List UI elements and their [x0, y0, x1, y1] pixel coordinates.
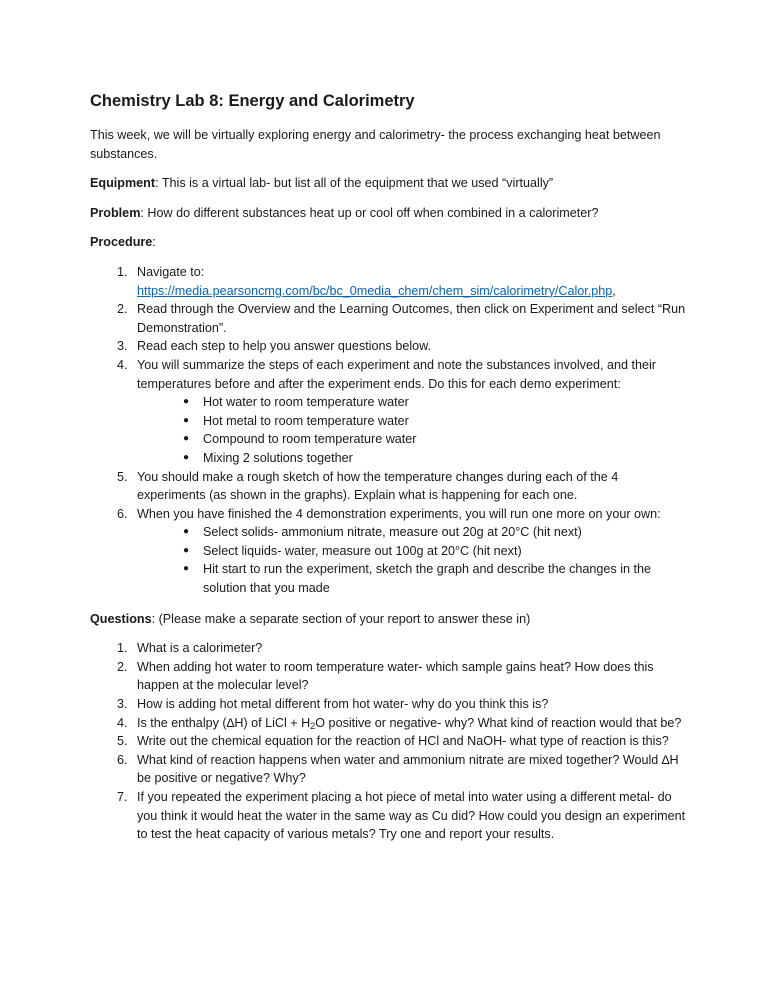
step-number: 6. [117, 506, 128, 521]
step-number: 4. [117, 357, 128, 372]
bullet-item: ● Mixing 2 solutions together [90, 449, 690, 468]
bullet-item: ● Hit start to run the experiment, sketch the graph and describe the changes in the solution that you made [183, 562, 652, 596]
step-text: Read through the Overview and the Learning Outcomes, then click on Experiment and select “Run Demonstration”. [137, 302, 686, 335]
step-text: Read each step to help you answer questions below. [137, 339, 432, 354]
intro-paragraph: This week, we will be virtually exploring energy and calorimetry- the process exchanging heat between substances. [90, 128, 661, 161]
step-text: Navigate to: [137, 264, 205, 279]
bullet-icon: ● [183, 433, 190, 445]
procedure-heading [90, 233, 690, 252]
question-5 [90, 732, 690, 751]
procedure-step-1 [90, 263, 690, 300]
procedure-step-5 [90, 468, 690, 505]
document-page [90, 90, 690, 844]
procedure-step-4 [90, 356, 690, 393]
questions-label: Questions [90, 611, 152, 626]
question-text-post: O positive or negative- why? What kind of reaction would that be? [315, 715, 682, 730]
problem-text: : How do different substances heat up or cool off when combined in a calorimeter? [140, 205, 599, 220]
equipment-text: : This is a virtual lab- but list all of the equipment that we used “virtually” [155, 176, 554, 191]
procedure-steps [90, 263, 690, 598]
question-2 [90, 658, 690, 695]
bullet-icon: ● [183, 563, 190, 575]
bullet-icon: ● [183, 451, 190, 463]
question-text: When adding hot water to room temperature water- which sample gains heat? How does this happen at the molecular level? [137, 659, 654, 693]
question-number: 6. [117, 752, 128, 767]
step-number: 3. [117, 339, 128, 354]
question-number: 4. [117, 715, 128, 730]
link-trailing-comma: , [612, 283, 616, 298]
bullet-item: ● Select liquids- water, measure out 100g at 20°C (hit next) [90, 542, 690, 561]
question-4 [90, 714, 690, 733]
step-number: 5. [117, 469, 128, 484]
procedure-step-3 [90, 337, 690, 356]
bullet-icon: ● [183, 544, 190, 556]
question-text: What kind of reaction happens when water and ammonium nitrate are mixed together? Would ∆H be positive or negative? Why? [137, 752, 679, 786]
question-3 [90, 695, 690, 714]
question-number: 1. [117, 641, 128, 656]
simulation-link[interactable]: https://media.pearsoncmg.com/bc/bc_0media_chem/chem_sim/calorimetry/Calor.php [137, 283, 613, 298]
equipment-label: Equipment [90, 176, 156, 191]
subscript: 2 [310, 720, 316, 731]
bullet-item: ● Compound to room temperature water [90, 430, 690, 449]
problem-label: Problem [90, 205, 141, 220]
step-text: You should make a rough sketch of how the temperature changes during each of the 4 experiments (as shown in the graphs). Explain what is happening for each one. [137, 469, 619, 503]
step-text: When you have finished the 4 demonstration experiments, you will run one more on your own: [137, 506, 661, 521]
procedure-step-2 [90, 300, 690, 337]
step-number: 1. [117, 264, 128, 279]
questions-list [90, 639, 690, 844]
question-1 [90, 639, 690, 658]
bullet-item: ● Select solids- ammonium nitrate, measure out 20g at 20°C (hit next) [90, 523, 690, 542]
procedure-colon: : [152, 235, 156, 250]
procedure-label: Procedure [90, 235, 153, 250]
question-number: 5. [117, 734, 128, 749]
step-text: You will summarize the steps of each experiment and note the substances involved, and their temperatures before and after the experiment ends. Do this for each demo experiment: [137, 357, 656, 391]
question-text: How is adding hot metal different from hot water- why do you think this is? [137, 697, 549, 712]
bullet-icon: ● [183, 414, 190, 426]
questions-intro: : (Please make a separate section of your report to answer these in) [151, 611, 531, 626]
page-title: Chemistry Lab 8: Energy and Calorimetry [90, 92, 415, 110]
step-number: 2. [117, 302, 128, 317]
question-text: Write out the chemical equation for the reaction of HCl and NaOH- what type of reaction is this? [137, 734, 669, 749]
problem-line [90, 204, 690, 223]
procedure-step-6 [90, 505, 690, 524]
questions-heading [90, 610, 690, 629]
bullet-icon: ● [183, 396, 190, 408]
question-text: If you repeated the experiment placing a hot piece of metal into water using a different metal- do you think it would heat the water in the same way as Cu did? How could you design an experiment to test the heat capacity of various metals? Try one and report your results. [137, 790, 686, 842]
question-number: 3. [117, 697, 128, 712]
question-text-pre: Is the enthalpy (∆H) of LiCl + H [137, 715, 311, 730]
equipment-line [90, 174, 690, 193]
question-6 [90, 751, 690, 788]
step-4-bullets [90, 393, 690, 467]
question-number: 7. [117, 790, 128, 804]
question-text: What is a calorimeter? [137, 641, 263, 656]
question-7 [90, 788, 690, 844]
bullet-item: ● Hot water to room temperature water [90, 393, 690, 412]
bullet-item: ● Hot metal to room temperature water [90, 412, 690, 431]
question-number: 2. [117, 659, 128, 674]
step-6-bullets [90, 523, 690, 597]
bullet-icon: ● [183, 526, 190, 538]
